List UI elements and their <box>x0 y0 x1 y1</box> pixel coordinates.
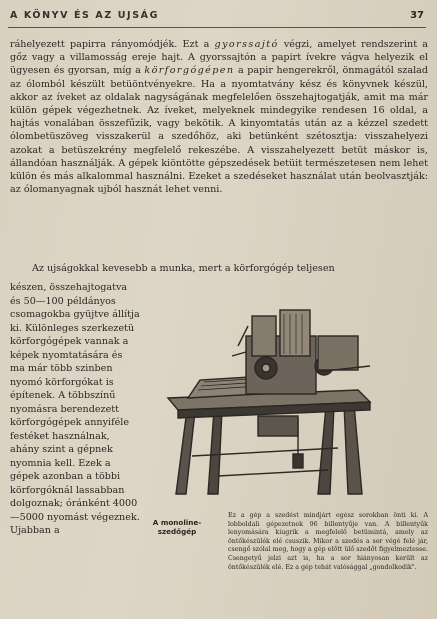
paragraph-2-start: Az ujságokkal kevesebb a munka, mert a körforgógép teljesen <box>32 263 335 274</box>
paragraph-1 <box>10 38 428 196</box>
spaced-term-gyorssajto: gyorssajtó <box>214 39 279 50</box>
page-number: 37 <box>410 10 424 21</box>
running-title: A KÖNYV ÉS AZ UJSÁG <box>10 10 159 21</box>
monoline-machine-illustration <box>148 306 388 498</box>
text-run: ráhelyezett papirra rányomódjék. Ezt a <box>10 39 215 50</box>
figure-caption: A monoline-szedőgép <box>152 518 202 536</box>
narrow-column-text: készen, összehajtogatva és 50—100 példányos csomagokba gyüjtve állítja ki. Különleges szerkezetü körforgógépek vannak a képek nyomtatására és ma már több szinben nyomó körforgókat is építenek. A többszínű nyomásra berendezett körforgógépek annyiféle festéket használnak, ahány szint a gépnek nyomnia kell. Ezek a gépek azonban a többi körforgóknál lassabban dolgoznak; óránként 4000—5000 nyomást végeznek. Ujabban a <box>10 282 140 536</box>
spaced-term-korforgogep: körforgógépen <box>144 65 235 77</box>
page-header <box>8 7 426 28</box>
text-run: végzi, amelyet rendszerint a gőz vagy a villamosság ereje hajt. A gyorssajtón a papirt ívekre vágva helyezik el ügyesen és gyorsan, míg a <box>10 39 428 77</box>
figure-note: Ez a gép a szedést mindjárt egész sorokban önti ki. A lobboldali gépezetnek 96 billentyűje van. A billentyűk lenyomására kiugrik a megfelelő betümintá, amely az öntőkészülék elé csuszik. Mikor a szedés a sor végé felé jár, csengő szólal meg, hogy a gép előtt ülő szedőt figyelmeztesse. Csengetyű jelzi azt is, ha a sor hiányosan került az öntőkészülék elé. Ez a gép tehát valósággal „gondolkodik". <box>228 512 428 571</box>
text-run: a papir hengerekről, önmagától szalad az ólomból készült betüöntvényekre. Ha a nyomtatvány kész és könyvnek készül, akkor az íveket az oldalak nagyságának megfelelően összehajtogatják, amit ma már külön gépek végezhetnek. Az íveket, melyeknek mindegyike rendesen 16 oldal, a hajtás vonalában összefűzik, vagy bekötik. A kinyomtatás után az a kézzel szedett ólombetüszöveg visszakerül a szedőhöz, aki betünként szétosztja: visszahelyezi azokat a betüszekrény megfelelő rekeszébe. A visszahelyezett betüt máskor is, állandóan használják. A gépek kiöntötte gépszedések betüit természetesen nem lehet külön és más alkalommal használni. Ezeket a szedéseket használat után beolvasztják: az ólomanyagnak ujból hasznát lehet venni. <box>10 65 428 196</box>
